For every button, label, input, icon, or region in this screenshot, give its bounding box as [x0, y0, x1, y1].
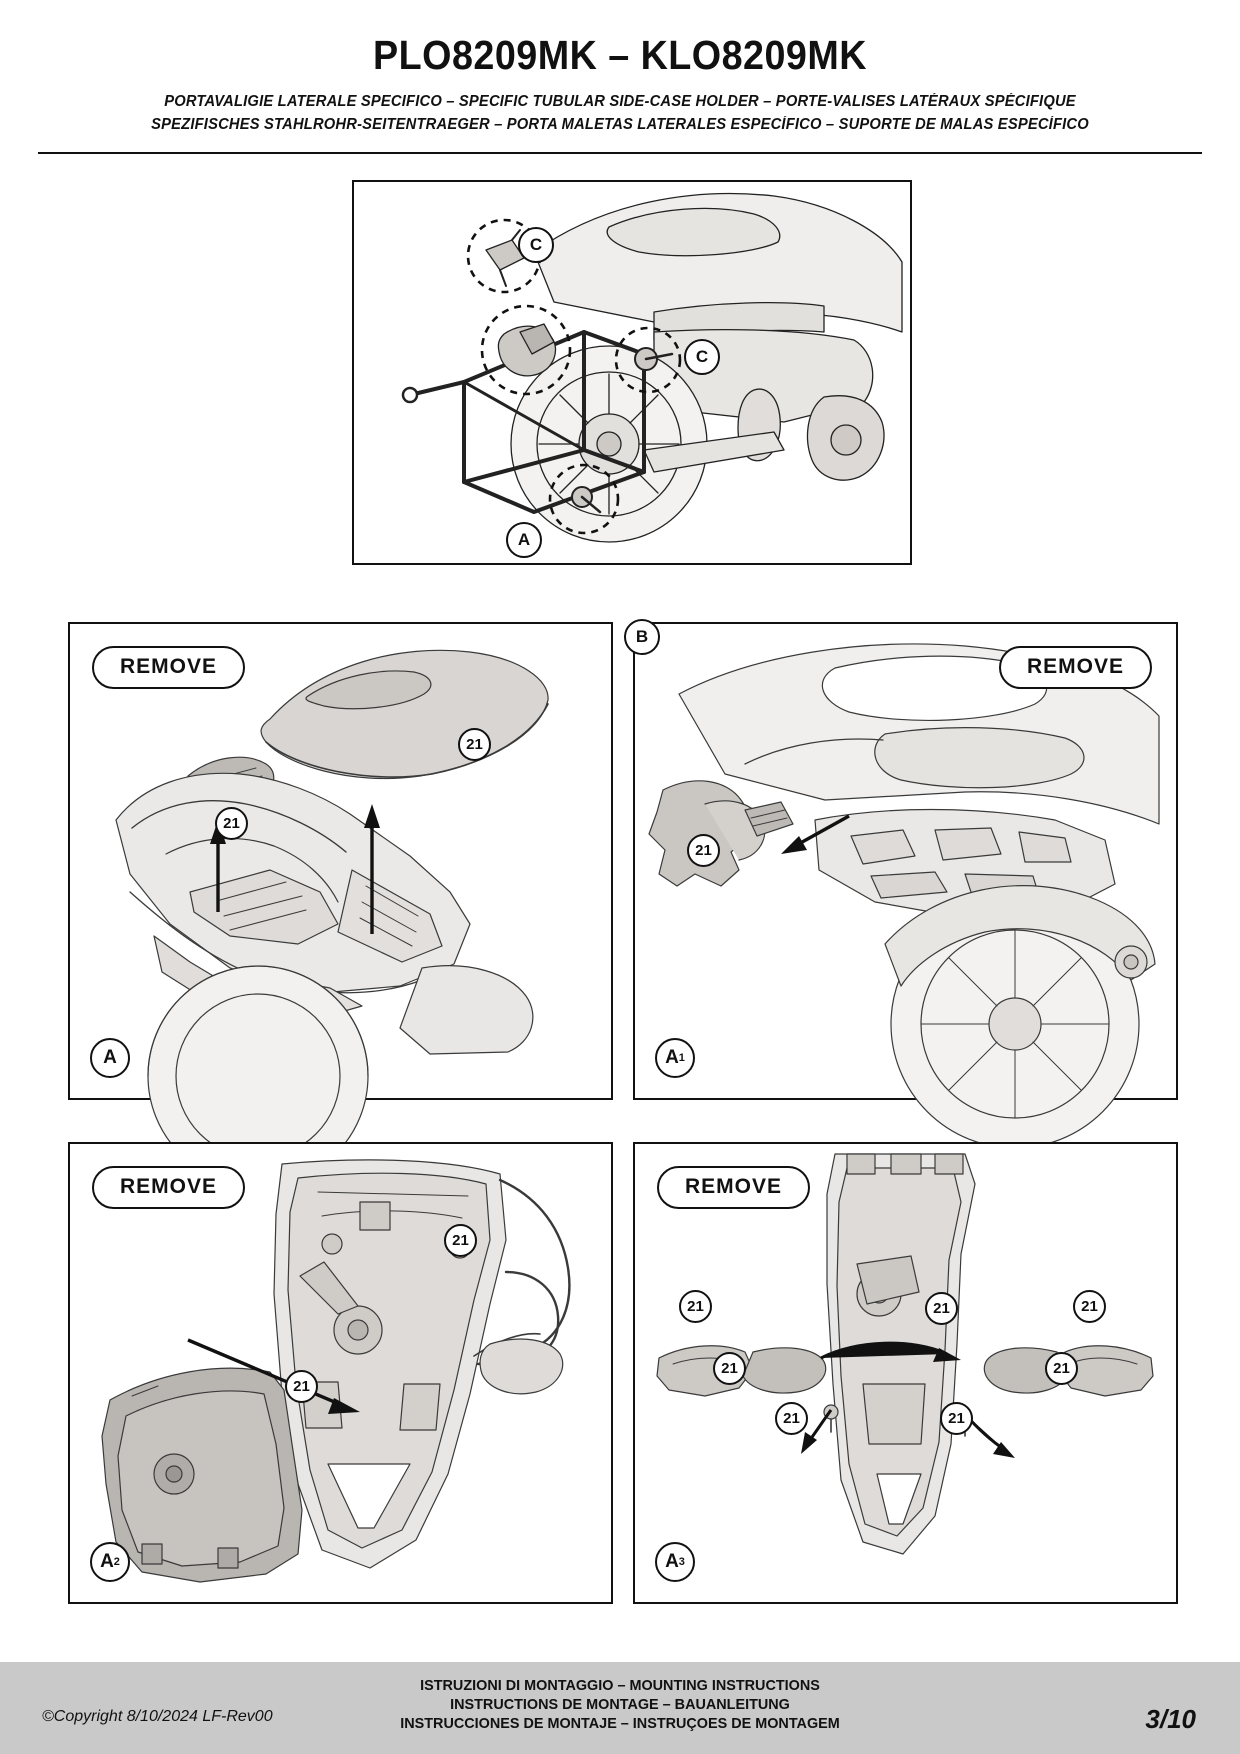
header-divider — [38, 152, 1202, 154]
part-number-21-seat: 21 — [458, 728, 491, 761]
part-number-21-left-upper: 21 — [679, 1290, 712, 1323]
callout-a: A — [506, 522, 542, 558]
panel-a — [68, 622, 613, 1100]
panel-a3 — [633, 1142, 1178, 1604]
part-number-21-underpanel: 21 — [285, 1370, 318, 1403]
part-number-21-right-lower: 21 — [1045, 1352, 1078, 1385]
panel-a2-drawing — [70, 1144, 611, 1602]
panel-a-drawing — [70, 624, 611, 1098]
footer-instructions-line-2: INSTRUCTIONS DE MONTAGE – BAUANLEITUNG — [450, 1696, 790, 1714]
part-number-21-right-screw: 21 — [940, 1402, 973, 1435]
remove-label-a2: REMOVE — [92, 1166, 245, 1209]
callout-c-right: C — [684, 339, 720, 375]
subtitle-line-1: PORTAVALIGIE LATERALE SPECIFICO – SPECIFIC TUBULAR SIDE-CASE HOLDER – PORTE-VALISES LATÉRAUX SPÉCIFIQUE — [164, 93, 1076, 110]
footer — [0, 1662, 1240, 1754]
top-diagram-box — [352, 180, 912, 646]
callout-b: B — [624, 619, 660, 655]
copyright-text: ©Copyright 8/10/2024 LF-Rev00 — [42, 1708, 273, 1725]
callout-c-top: C — [518, 227, 554, 263]
page-title: PLO8209MK – KLO8209MK — [373, 32, 867, 78]
part-number-21-frame: 21 — [444, 1224, 477, 1257]
remove-label-a3: REMOVE — [657, 1166, 810, 1209]
panel-label-a: A — [90, 1038, 130, 1078]
footer-instructions-line-1: ISTRUZIONI DI MONTAGGIO – MOUNTING INSTRUCTIONS — [420, 1677, 820, 1694]
panel-a2 — [68, 1142, 613, 1604]
panel-label-a3: A 3 — [655, 1542, 695, 1582]
panel-label-a2: A 2 — [90, 1542, 130, 1582]
part-number-21-right-upper: 21 — [1073, 1290, 1106, 1323]
footer-instructions-line-3: INSTRUCCIONES DE MONTAJE – INSTRUÇOES DE MONTAGEM — [400, 1715, 840, 1733]
footer-instructions — [25, 1676, 1215, 1734]
remove-label-a1: REMOVE — [999, 646, 1152, 689]
part-number-21-cover: 21 — [215, 807, 248, 840]
subtitle-line-2: SPEZIFISCHES STAHLROHR-SEITENTRAEGER – PORTA MALETAS LATERALES ESPECÍFICO – SUPORTE DE MALAS ESPECÍFICO — [151, 116, 1089, 133]
panel-label-a1: A 1 — [655, 1038, 695, 1078]
part-number-21-left-screw: 21 — [775, 1402, 808, 1435]
panel-a1 — [633, 622, 1178, 1100]
part-number-21-panel: 21 — [687, 834, 720, 867]
remove-label-a: REMOVE — [92, 646, 245, 689]
page-number: 3/10 — [1145, 1704, 1196, 1734]
part-number-21-center: 21 — [925, 1292, 958, 1325]
part-number-21-left-lower: 21 — [713, 1352, 746, 1385]
document-header — [0, 32, 1240, 134]
motorcycle-rear-assembly-drawing — [354, 182, 910, 563]
